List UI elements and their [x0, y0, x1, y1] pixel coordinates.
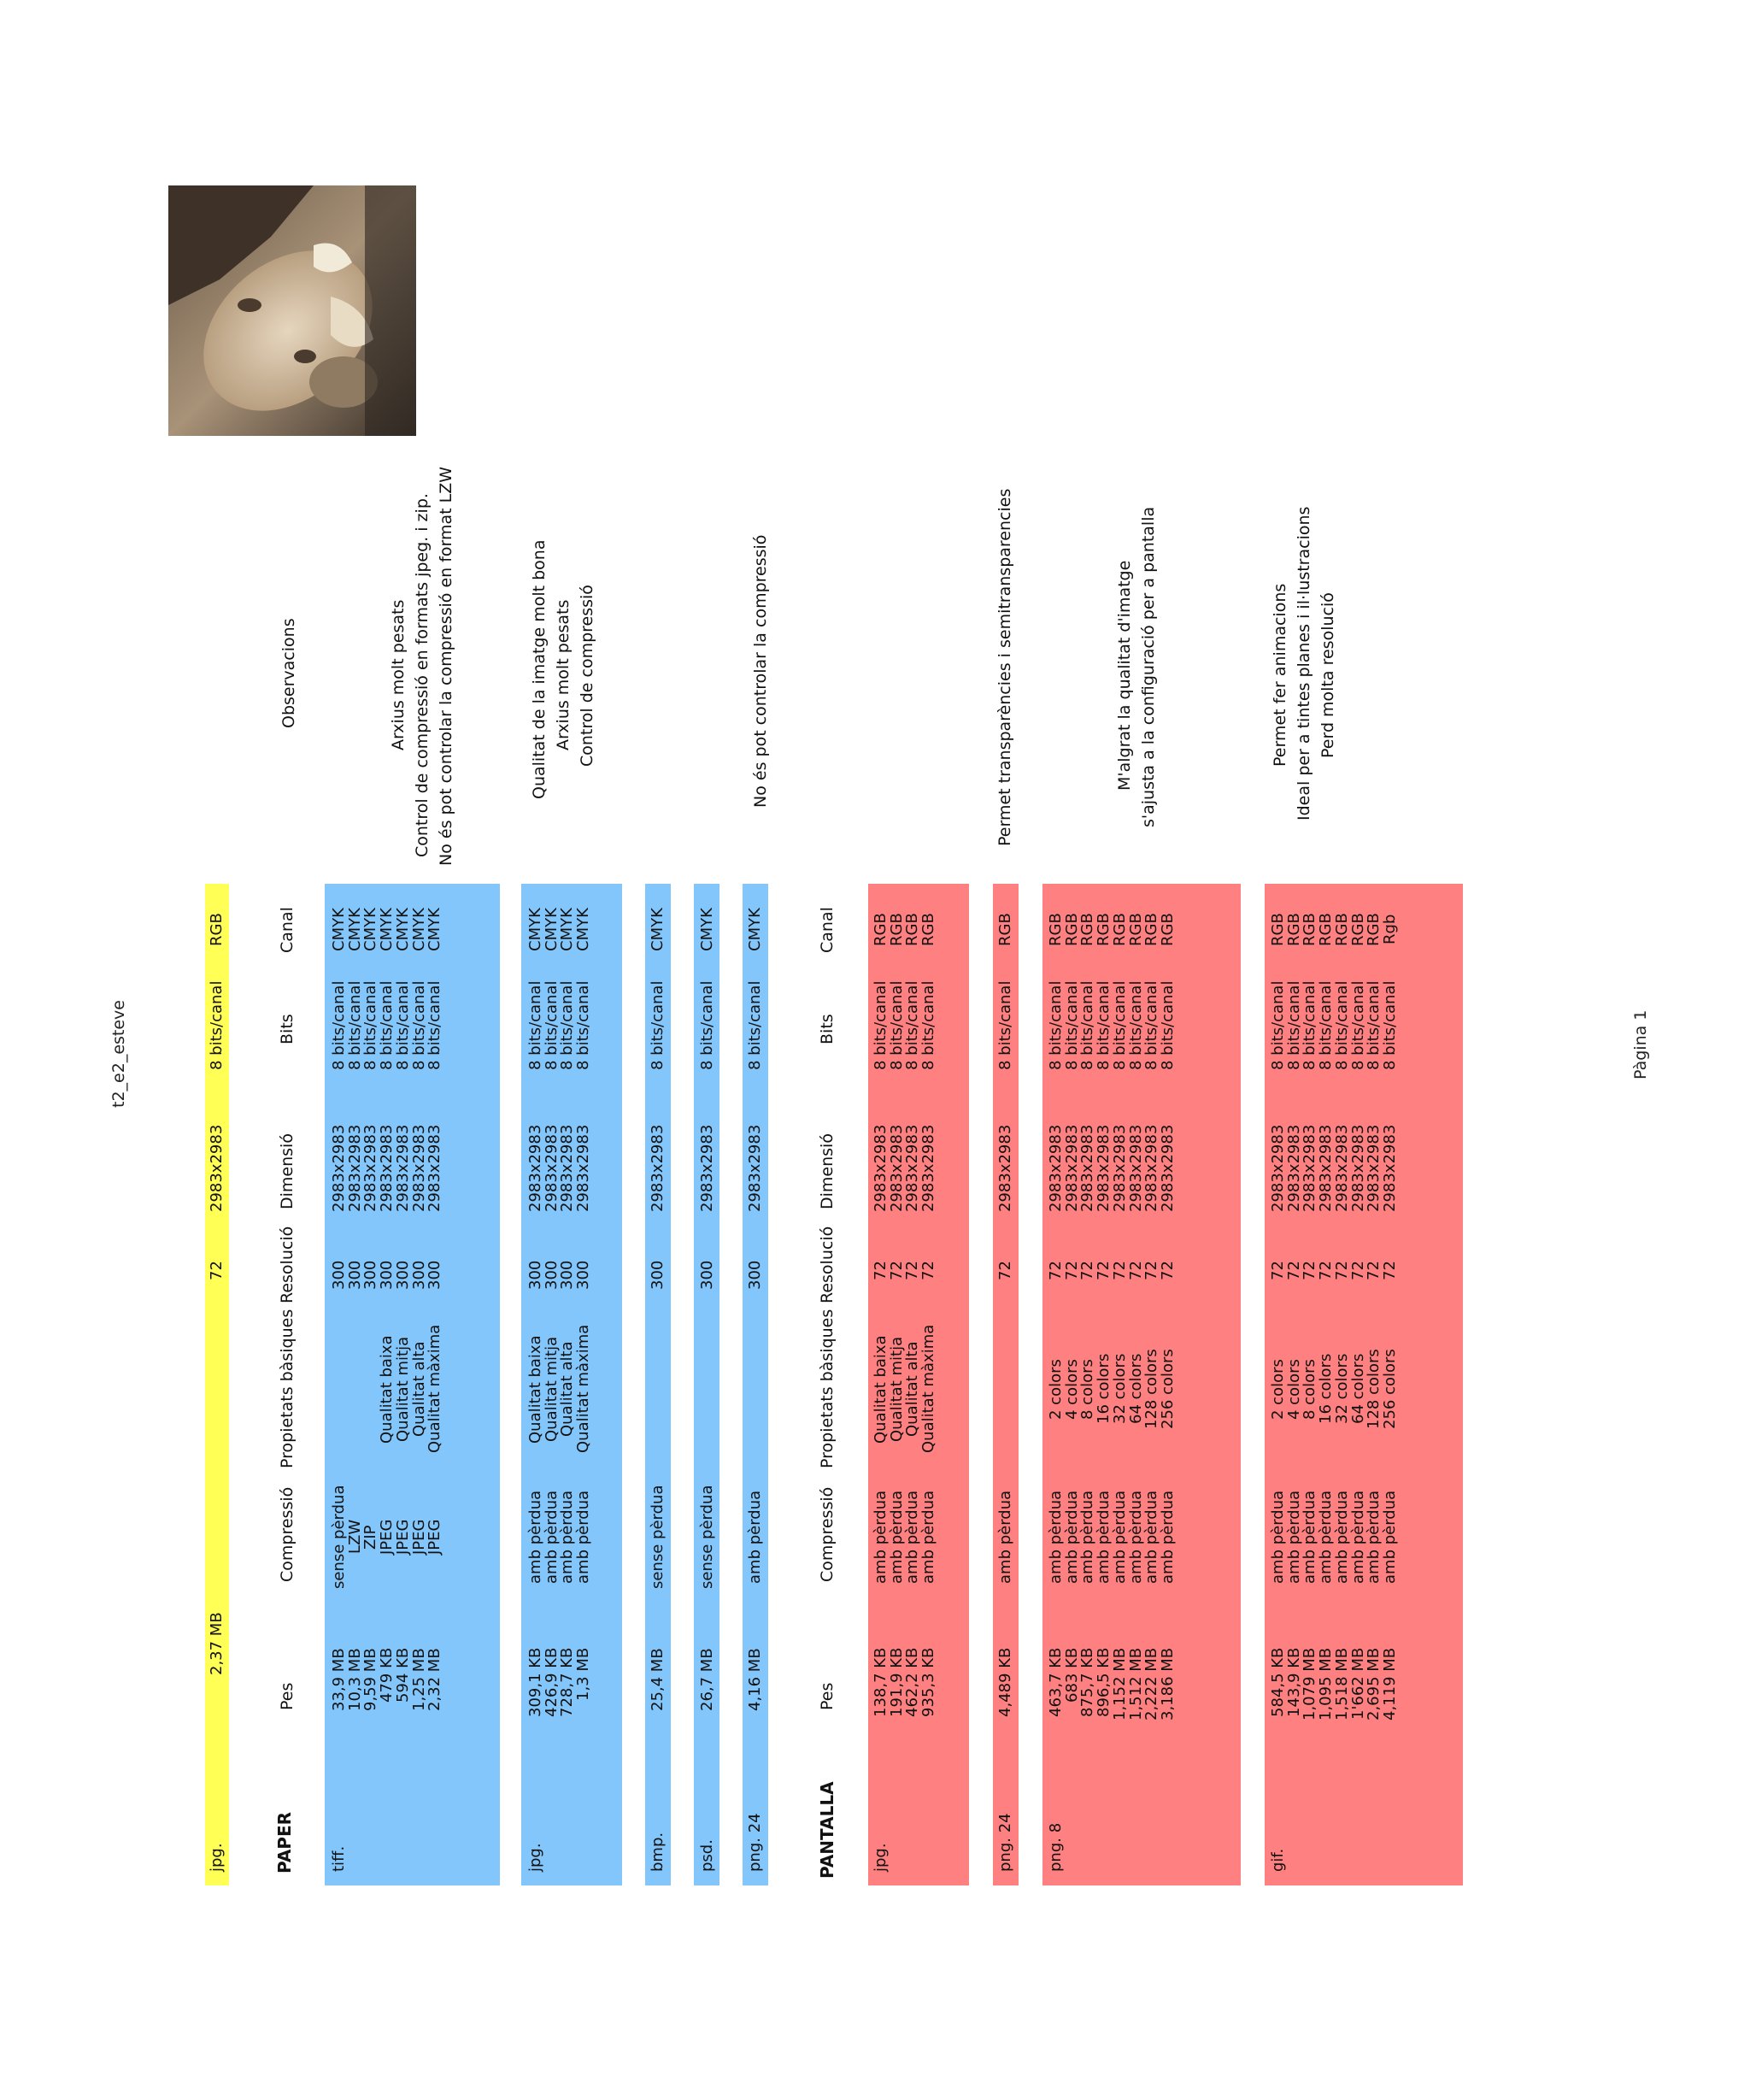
cell-bits: 8 bits/canal	[1078, 980, 1097, 1070]
cell-propietats: Qualitat baixa	[378, 1334, 396, 1444]
cell-resolucio: 300	[526, 1260, 544, 1290]
cell-canal: RGB	[1142, 912, 1161, 946]
cell-resolucio: 72	[1301, 1261, 1319, 1280]
cell-resolucio: 300	[558, 1260, 577, 1290]
cell-dimensio: 2983x2983	[330, 1124, 348, 1212]
cell-dimensio: 2983x2983	[574, 1124, 593, 1212]
cell-bits: 8 bits/canal	[345, 980, 364, 1070]
observation-tiff-2: No és pot controlar la compressió en format LZW	[437, 466, 455, 866]
header-pes-paper: Pes	[278, 1682, 297, 1710]
cell-pes: 191,9 KB	[887, 1647, 906, 1717]
header-dimensio-pantalla: Dimensió	[818, 1132, 837, 1209]
cell-pes: 896,5 KB	[1095, 1647, 1113, 1717]
cell-canal: RGB	[996, 912, 1014, 946]
cell-canal: RGB	[1095, 912, 1113, 946]
cell-pes: 10,3 MB	[345, 1648, 364, 1711]
cell-bits: 8 bits/canal	[746, 980, 764, 1070]
cell-resolucio: 72	[887, 1261, 906, 1280]
cell-canal: RGB	[1110, 912, 1129, 946]
cell-propietats: 16 colors	[1317, 1353, 1336, 1424]
cell-compressio: amb pèrdua	[1365, 1490, 1383, 1584]
cell-pes: 2,32 MB	[426, 1648, 444, 1711]
cell-compressio: amb pèrdua	[1062, 1490, 1081, 1584]
header-pes-pantalla: Pes	[818, 1682, 837, 1710]
cell-compressio: amb pèrdua	[1348, 1490, 1367, 1584]
header-observacions: Observacions	[279, 618, 298, 728]
cell-propietats: Qualitat màxima	[919, 1324, 938, 1453]
header-bits-paper: Bits	[278, 1014, 297, 1044]
cell-dimensio: 2983x2983	[1269, 1124, 1287, 1212]
cell-pes: 594 KB	[393, 1647, 412, 1703]
cell-dimensio: 2983x2983	[1142, 1124, 1161, 1212]
cell-canal: CMYK	[426, 907, 444, 951]
cell-compressio: amb pèrdua	[919, 1490, 938, 1584]
cell-propietats: 256 colors	[1380, 1349, 1399, 1429]
cell-resolucio: 72	[1142, 1261, 1161, 1280]
cell-compressio: LZW	[345, 1519, 364, 1554]
cell-dimensio: 2983x2983	[746, 1124, 764, 1212]
cell-bits: 8 bits/canal	[1095, 980, 1113, 1070]
cell-pes: 1,079 MB	[1301, 1647, 1319, 1721]
cell-propietats: 2 colors	[1269, 1358, 1287, 1420]
cell-dimensio: 2983x2983	[1332, 1124, 1351, 1212]
cell-propietats: 4 colors	[1062, 1358, 1081, 1420]
cell-dimensio: 2983x2983	[1158, 1124, 1177, 1212]
cell-dimensio: 2983x2983	[378, 1124, 396, 1212]
cell-propietats: Qualitat alta	[409, 1341, 428, 1437]
cell-pes: 1'662 MB	[1348, 1647, 1367, 1720]
top-row-bits: 8 bits/canal	[208, 980, 226, 1070]
cell-compressio: amb pèrdua	[558, 1490, 577, 1584]
cell-canal: CMYK	[526, 907, 544, 951]
format-label-tiff: tiff.	[330, 1845, 348, 1872]
cell-dimensio: 2983x2983	[698, 1124, 716, 1212]
cell-dimensio: 2983x2983	[872, 1124, 890, 1212]
cell-bits: 8 bits/canal	[1062, 980, 1081, 1070]
cell-compressio: amb pèrdua	[887, 1490, 906, 1584]
cell-compressio: JPEG	[409, 1519, 428, 1555]
cell-compressio: amb pèrdua	[1332, 1490, 1351, 1584]
cell-canal: RGB	[887, 912, 906, 946]
cell-dimensio: 2983x2983	[1380, 1124, 1399, 1212]
cell-pes: 309,1 KB	[526, 1647, 544, 1717]
cell-resolucio: 72	[996, 1261, 1014, 1280]
cell-pes: 463,7 KB	[1047, 1647, 1065, 1717]
header-canal-pantalla: Canal	[818, 907, 837, 953]
cell-pes: 584,5 KB	[1269, 1647, 1287, 1717]
cell-canal: CMYK	[361, 907, 380, 951]
top-row-canal: RGB	[208, 912, 226, 946]
cell-canal: CMYK	[698, 907, 716, 951]
cell-resolucio: 72	[1380, 1261, 1399, 1280]
cell-compressio: amb pèrdua	[1158, 1490, 1177, 1584]
cell-canal: RGB	[919, 912, 938, 946]
cell-bits: 8 bits/canal	[393, 980, 412, 1070]
cell-bits: 8 bits/canal	[409, 980, 428, 1070]
observation-gif-0: Permet fer animacions	[1271, 583, 1289, 767]
cell-propietats: 8 colors	[1078, 1358, 1097, 1420]
cell-canal: RGB	[1158, 912, 1177, 946]
cell-propietats: 32 colors	[1332, 1353, 1351, 1424]
header-dimensio-paper: Dimensió	[278, 1132, 297, 1209]
cell-propietats: Qualitat baixa	[526, 1334, 544, 1444]
cell-compressio: amb pèrdua	[903, 1490, 922, 1584]
cell-bits: 8 bits/canal	[649, 980, 667, 1070]
cell-dimensio: 2983x2983	[649, 1124, 667, 1212]
observation-jpg-paper-2: Control de compressió	[578, 584, 596, 767]
cell-pes: 1,518 MB	[1332, 1647, 1351, 1721]
cell-dimensio: 2983x2983	[1095, 1124, 1113, 1212]
top-row-dimensio: 2983x2983	[208, 1124, 226, 1212]
format-label-png24-paper: png. 24	[746, 1813, 764, 1872]
cell-canal: RGB	[1301, 912, 1319, 946]
cell-bits: 8 bits/canal	[1142, 980, 1161, 1070]
header-compressio-paper: Compressió	[278, 1486, 297, 1582]
cell-propietats: 8 colors	[1301, 1358, 1319, 1420]
cell-compressio: amb pèrdua	[1284, 1490, 1303, 1584]
top-row-resolucio: 72	[208, 1261, 226, 1280]
cell-dimensio: 2983x2983	[919, 1124, 938, 1212]
cell-bits: 8 bits/canal	[1269, 980, 1287, 1070]
cell-bits: 8 bits/canal	[330, 980, 348, 1070]
cell-compressio: amb pèrdua	[746, 1490, 764, 1584]
header-compressio-pantalla: Compressió	[818, 1486, 837, 1582]
cell-canal: RGB	[1365, 912, 1383, 946]
cell-bits: 8 bits/canal	[1284, 980, 1303, 1070]
cell-resolucio: 300	[542, 1260, 561, 1290]
cell-pes: 26,7 MB	[698, 1648, 716, 1711]
cell-dimensio: 2983x2983	[1365, 1124, 1383, 1212]
format-label-png24-screen: png. 24	[996, 1813, 1014, 1872]
cell-pes: 1,3 MB	[574, 1647, 593, 1701]
observation-gif-1: Ideal per a tintes planes i il·lustracions	[1295, 506, 1313, 821]
cell-pes: 462,2 KB	[903, 1647, 922, 1717]
cell-bits: 8 bits/canal	[1332, 980, 1351, 1070]
format-label-gif: gif.	[1269, 1848, 1287, 1872]
cell-canal: Rgb	[1380, 914, 1399, 944]
cell-compressio: amb pèrdua	[1110, 1490, 1129, 1584]
cell-dimensio: 2983x2983	[542, 1124, 561, 1212]
format-label-bmp: bmp.	[649, 1832, 667, 1872]
cell-compressio: amb pèrdua	[1269, 1490, 1287, 1584]
cell-resolucio: 72	[1047, 1261, 1065, 1280]
format-label-psd: psd.	[698, 1839, 716, 1872]
cell-resolucio: 72	[1365, 1261, 1383, 1280]
cell-resolucio: 72	[1078, 1261, 1097, 1280]
cell-bits: 8 bits/canal	[1110, 980, 1129, 1070]
cell-resolucio: 300	[649, 1260, 667, 1290]
cell-dimensio: 2983x2983	[526, 1124, 544, 1212]
observation-png24-screen-0: Permet transparències i semitransparencies	[995, 488, 1014, 846]
observation-tiff-0: Arxius molt pesats	[389, 599, 408, 750]
cell-dimensio: 2983x2983	[903, 1124, 922, 1212]
cell-bits: 8 bits/canal	[1301, 980, 1319, 1070]
cell-resolucio: 72	[1062, 1261, 1081, 1280]
cell-dimensio: 2983x2983	[887, 1124, 906, 1212]
cell-compressio: amb pèrdua	[1126, 1490, 1145, 1584]
cell-bits: 8 bits/canal	[1158, 980, 1177, 1070]
observation-jpg-paper-1: Arxius molt pesats	[554, 599, 573, 750]
format-label-jpg-screen: jpg.	[872, 1843, 890, 1872]
cell-canal: RGB	[903, 912, 922, 946]
cell-resolucio: 72	[1158, 1261, 1177, 1280]
cell-bits: 8 bits/canal	[903, 980, 922, 1070]
cell-pes: 1,095 MB	[1317, 1647, 1336, 1721]
cell-canal: RGB	[1078, 912, 1097, 946]
top-row-format: jpg.	[208, 1843, 226, 1872]
cell-resolucio: 300	[378, 1260, 396, 1290]
cell-compressio: amb pèrdua	[1095, 1490, 1113, 1584]
cell-pes: 4,16 MB	[746, 1648, 764, 1711]
cell-pes: 426,9 KB	[542, 1647, 561, 1717]
cell-propietats: 2 colors	[1047, 1358, 1065, 1420]
cell-compressio: sense pèrdua	[330, 1485, 348, 1589]
cell-propietats: Qualitat mitja	[887, 1336, 906, 1442]
section-title-paper: PAPER	[274, 1811, 295, 1874]
cell-compressio: amb pèrdua	[872, 1490, 890, 1584]
cell-propietats: Qualitat màxima	[426, 1324, 444, 1453]
page-label: Pàgina 1	[1631, 1009, 1650, 1079]
cell-resolucio: 300	[345, 1260, 364, 1290]
format-label-jpg-paper: jpg.	[526, 1843, 544, 1872]
cell-propietats: Qualitat mitja	[542, 1336, 561, 1442]
cell-resolucio: 72	[1110, 1261, 1129, 1280]
cell-pes: 2,222 MB	[1142, 1647, 1161, 1721]
cell-dimensio: 2983x2983	[1110, 1124, 1129, 1212]
cell-compressio: sense pèrdua	[649, 1485, 667, 1589]
observation-png8-0: M'algrat la qualitat d'imatge	[1115, 560, 1134, 791]
cell-bits: 8 bits/canal	[919, 980, 938, 1070]
cell-resolucio: 72	[919, 1261, 938, 1280]
cell-pes: 4,119 MB	[1380, 1647, 1399, 1721]
cell-pes: 1,512 MB	[1126, 1647, 1145, 1721]
cell-dimensio: 2983x2983	[345, 1124, 364, 1212]
cell-bits: 8 bits/canal	[558, 980, 577, 1070]
cell-canal: CMYK	[649, 907, 667, 951]
cell-resolucio: 300	[393, 1260, 412, 1290]
cell-resolucio: 300	[426, 1260, 444, 1290]
cell-canal: CMYK	[345, 907, 364, 951]
cell-resolucio: 300	[409, 1260, 428, 1290]
cell-canal: RGB	[1047, 912, 1065, 946]
cell-pes: 935,3 KB	[919, 1647, 938, 1717]
cell-bits: 8 bits/canal	[526, 980, 544, 1070]
cell-compressio: JPEG	[393, 1519, 412, 1555]
photo-image	[168, 185, 416, 436]
observation-jpg-paper-0: Qualitat de la imatge molt bona	[530, 539, 549, 799]
cell-compressio: amb pèrdua	[1317, 1490, 1336, 1584]
cell-propietats: Qualitat mitja	[393, 1336, 412, 1442]
cell-propietats: Qualitat màxima	[574, 1324, 593, 1453]
header-propietats-pantalla: Propietats bàsiques	[818, 1309, 837, 1468]
cell-compressio: amb pèrdua	[1078, 1490, 1097, 1584]
cell-pes: 143,9 KB	[1284, 1647, 1303, 1717]
cell-bits: 8 bits/canal	[1047, 980, 1065, 1070]
cell-pes: 138,7 KB	[872, 1647, 890, 1717]
header-bits-pantalla: Bits	[818, 1014, 837, 1044]
cell-dimensio: 2983x2983	[409, 1124, 428, 1212]
document-title: t2_e2_esteve	[109, 1000, 128, 1108]
cell-bits: 8 bits/canal	[361, 980, 380, 1070]
cell-propietats: 4 colors	[1284, 1358, 1303, 1420]
cell-bits: 8 bits/canal	[378, 980, 396, 1070]
cell-resolucio: 72	[903, 1261, 922, 1280]
cell-resolucio: 72	[1348, 1261, 1367, 1280]
observation-png24-paper-0: No és pot controlar la compressió	[751, 534, 770, 808]
cell-compressio: amb pèrdua	[526, 1490, 544, 1584]
cell-pes: 728,7 KB	[558, 1647, 577, 1717]
cell-dimensio: 2983x2983	[1317, 1124, 1336, 1212]
cell-bits: 8 bits/canal	[872, 980, 890, 1070]
cell-dimensio: 2983x2983	[1078, 1124, 1097, 1212]
header-resolucio-pantalla: Resolució	[818, 1226, 837, 1303]
cell-canal: CMYK	[409, 907, 428, 951]
observation-tiff-1: Control de compressió en formats jpeg. i zip.	[413, 493, 432, 857]
cell-pes: 4,489 KB	[996, 1647, 1014, 1717]
cell-dimensio: 2983x2983	[361, 1124, 380, 1212]
cell-propietats: 16 colors	[1095, 1353, 1113, 1424]
cell-propietats: Qualitat alta	[903, 1341, 922, 1437]
cell-pes: 25,4 MB	[649, 1648, 667, 1711]
cell-compressio: amb pèrdua	[996, 1490, 1014, 1584]
cell-bits: 8 bits/canal	[426, 980, 444, 1070]
cell-compressio: amb pèrdua	[1142, 1490, 1161, 1584]
cell-compressio: JPEG	[378, 1519, 396, 1555]
cell-bits: 8 bits/canal	[1317, 980, 1336, 1070]
cell-resolucio: 300	[330, 1260, 348, 1290]
cell-canal: RGB	[1348, 912, 1367, 946]
cell-dimensio: 2983x2983	[1062, 1124, 1081, 1212]
cell-resolucio: 72	[1095, 1261, 1113, 1280]
cell-canal: CMYK	[378, 907, 396, 951]
cell-canal: CMYK	[558, 907, 577, 951]
format-label-png8: png. 8	[1047, 1822, 1065, 1872]
cell-resolucio: 72	[872, 1261, 890, 1280]
cell-propietats: Qualitat alta	[558, 1341, 577, 1437]
cell-bits: 8 bits/canal	[1126, 980, 1145, 1070]
cell-dimensio: 2983x2983	[426, 1124, 444, 1212]
cell-pes: 875,7 KB	[1078, 1647, 1097, 1717]
cell-propietats: 64 colors	[1126, 1353, 1145, 1424]
cell-resolucio: 300	[698, 1260, 716, 1290]
cell-bits: 8 bits/canal	[887, 980, 906, 1070]
cell-compressio: JPEG	[426, 1519, 444, 1555]
cell-propietats: 32 colors	[1110, 1353, 1129, 1424]
cell-bits: 8 bits/canal	[698, 980, 716, 1070]
cell-canal: CMYK	[330, 907, 348, 951]
cell-bits: 8 bits/canal	[1365, 980, 1383, 1070]
cell-dimensio: 2983x2983	[558, 1124, 577, 1212]
cell-resolucio: 300	[361, 1260, 380, 1290]
cell-propietats: 64 colors	[1348, 1353, 1367, 1424]
cell-resolucio: 72	[1126, 1261, 1145, 1280]
top-row-pes: 2,37 MB	[208, 1612, 226, 1675]
cell-canal: RGB	[1269, 912, 1287, 946]
cell-canal: RGB	[1332, 912, 1351, 946]
cell-pes: 1,25 MB	[409, 1648, 428, 1711]
cell-pes: 33,9 MB	[330, 1648, 348, 1711]
cell-pes: 3,186 MB	[1158, 1647, 1177, 1721]
cell-pes: 683 KB	[1062, 1647, 1081, 1703]
cell-canal: RGB	[1062, 912, 1081, 946]
cell-bits: 8 bits/canal	[1380, 980, 1399, 1070]
cell-compressio: amb pèrdua	[1380, 1490, 1399, 1584]
cell-canal: RGB	[1284, 912, 1303, 946]
cell-compressio: amb pèrdua	[542, 1490, 561, 1584]
cell-dimensio: 2983x2983	[1348, 1124, 1367, 1212]
cell-resolucio: 300	[746, 1260, 764, 1290]
cell-dimensio: 2983x2983	[996, 1124, 1014, 1212]
cell-canal: RGB	[1317, 912, 1336, 946]
cell-canal: RGB	[1126, 912, 1145, 946]
cell-propietats: 128 colors	[1142, 1349, 1161, 1429]
cell-bits: 8 bits/canal	[574, 980, 593, 1070]
cell-resolucio: 300	[574, 1260, 593, 1290]
cell-bits: 8 bits/canal	[542, 980, 561, 1070]
cell-compressio: amb pèrdua	[1301, 1490, 1319, 1584]
cell-canal: CMYK	[746, 907, 764, 951]
cell-bits: 8 bits/canal	[1348, 980, 1367, 1070]
cell-dimensio: 2983x2983	[1301, 1124, 1319, 1212]
cell-compressio: sense pèrdua	[698, 1485, 716, 1589]
header-canal-paper: Canal	[278, 907, 297, 953]
cell-bits: 8 bits/canal	[996, 980, 1014, 1070]
cell-resolucio: 72	[1332, 1261, 1351, 1280]
cell-canal: CMYK	[393, 907, 412, 951]
cell-dimensio: 2983x2983	[393, 1124, 412, 1212]
cell-compressio: ZIP	[361, 1525, 380, 1550]
cell-pes: 1,152 MB	[1110, 1647, 1129, 1721]
header-resolucio-paper: Resolució	[278, 1226, 297, 1303]
cell-propietats: Qualitat baixa	[872, 1334, 890, 1444]
cell-compressio: amb pèrdua	[1047, 1490, 1065, 1584]
observation-png8-1: s'ajusta a la configuració per a pantalla	[1139, 506, 1158, 827]
cell-resolucio: 72	[1269, 1261, 1287, 1280]
cell-resolucio: 72	[1284, 1261, 1303, 1280]
cell-dimensio: 2983x2983	[1126, 1124, 1145, 1212]
cell-canal: RGB	[872, 912, 890, 946]
cell-resolucio: 72	[1317, 1261, 1336, 1280]
cell-compressio: amb pèrdua	[574, 1490, 593, 1584]
cell-canal: CMYK	[542, 907, 561, 951]
cell-canal: CMYK	[574, 907, 593, 951]
observation-gif-2: Perd molta resolució	[1318, 592, 1337, 758]
cell-dimensio: 2983x2983	[1047, 1124, 1065, 1212]
cell-propietats: 128 colors	[1365, 1349, 1383, 1429]
cell-pes: 2,695 MB	[1365, 1647, 1383, 1721]
section-title-pantalla: PANTALLA	[817, 1781, 837, 1879]
cell-pes: 479 KB	[378, 1647, 396, 1703]
cell-pes: 9,59 MB	[361, 1648, 380, 1711]
cell-dimensio: 2983x2983	[1284, 1124, 1303, 1212]
header-propietats-paper: Propietats bàsiques	[278, 1309, 297, 1468]
cell-propietats: 256 colors	[1158, 1349, 1177, 1429]
